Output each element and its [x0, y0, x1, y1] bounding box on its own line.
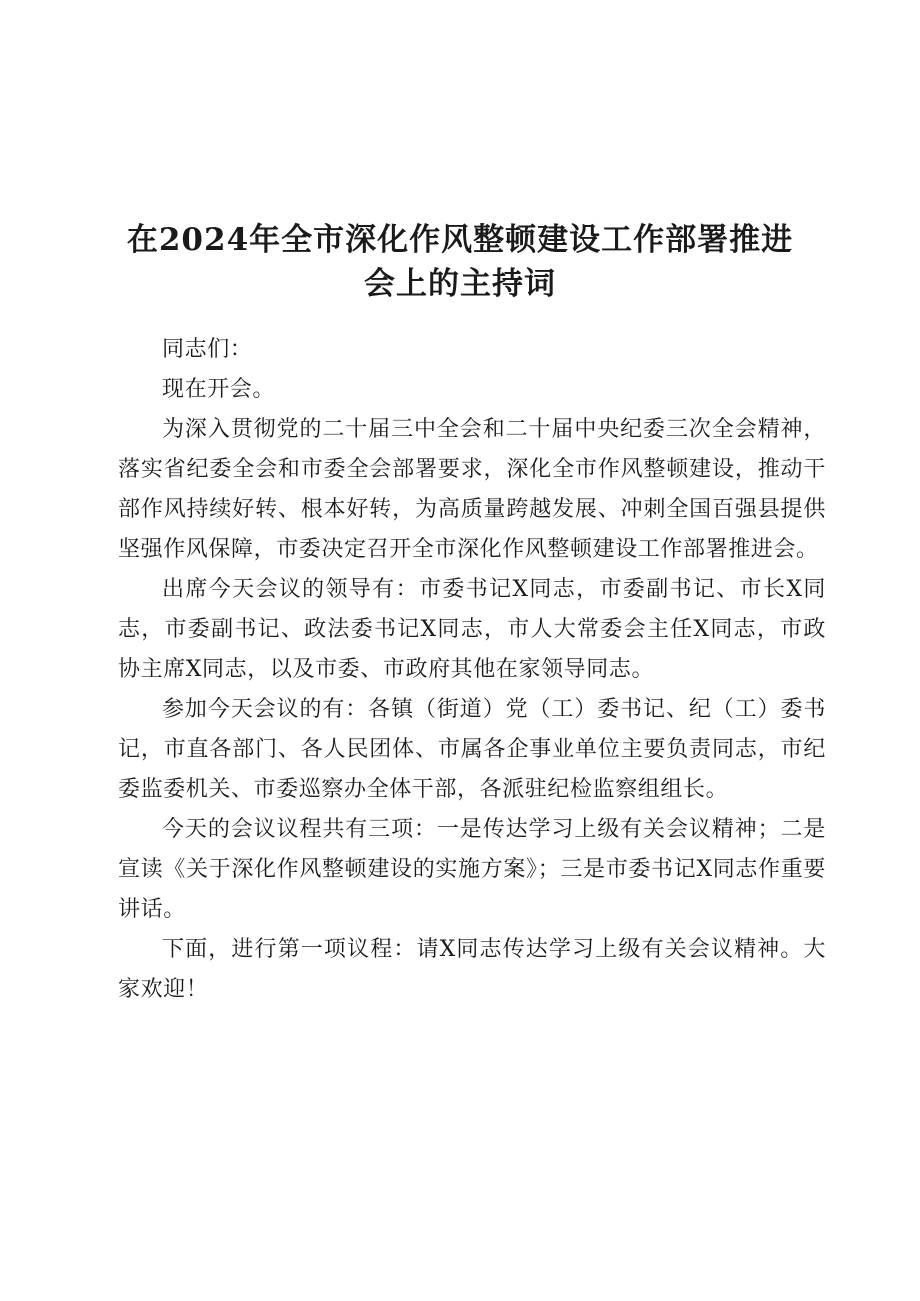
first-item-paragraph: 下面，进行第一项议程：请X同志传达学习上级有关会议精神。大家欢迎！: [118, 937, 826, 1002]
opening-paragraph: 现在开会。: [162, 377, 276, 402]
document-body: [118, 330, 826, 1010]
title-line-1: 在2024年全市深化作风整顿建设工作部署推进: [126, 222, 794, 258]
leaders-paragraph: 出席今天会议的领导有：市委书记X同志，市委副书记、市长X同志，市委副书记、政法委书记X同志，市人大常委会主任X同志，市政协主席X同志，以及市委、市政府其他在家领导同志。: [118, 577, 826, 682]
attendees-paragraph: 参加今天会议的有：各镇（街道）党（工）委书记、纪（工）委书记，市直各部门、各人民团体、市属各企事业单位主要负责同志，市纪委监委机关、市委巡察办全体干部，各派驻纪检监察组组长。: [118, 697, 826, 802]
purpose-paragraph: 为深入贯彻党的二十届三中全会和二十届中央纪委三次全会精神，落实省纪委全会和市委全会部署要求，深化全市作风整顿建设，推动干部作风持续好转、根本好转，为高质量跨越发展、冲刺全国百强县提供坚强作风保障，市委决定召开全市深化作风整顿建设工作部署推进会。: [118, 417, 826, 562]
salutation-paragraph: 同志们：: [162, 337, 253, 362]
title-line-2: 会上的主持词: [364, 266, 556, 302]
document-title: [0, 218, 920, 306]
agenda-paragraph: 今天的会议议程共有三项：一是传达学习上级有关会议精神；二是宣读《关于深化作风整顿建设的实施方案》；三是市委书记X同志作重要讲话。: [118, 817, 826, 922]
